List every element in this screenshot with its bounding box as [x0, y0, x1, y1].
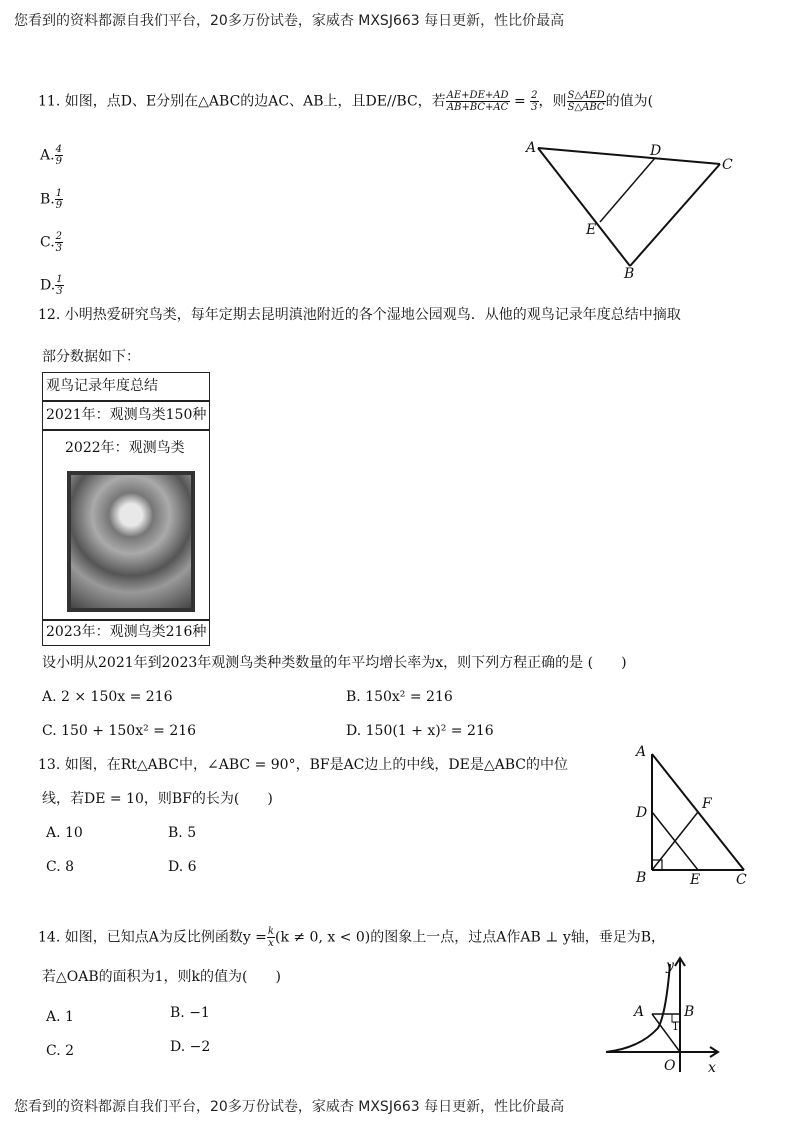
q14-label-area: 1 — [672, 1020, 679, 1033]
q11-triangle-figure — [520, 138, 740, 283]
q11-label-e: E — [586, 222, 597, 238]
q12-box-2021: 2021年：观测鸟类150种 — [42, 401, 210, 430]
q11-option-b-den: 9 — [55, 200, 63, 211]
q13-option-c[interactable]: C. 8 — [46, 859, 75, 875]
q14-stem-line1 — [38, 926, 665, 949]
q13-label-a: A — [636, 744, 647, 760]
q12-option-d[interactable]: D. 150(1 + x)² = 216 — [346, 723, 494, 739]
q11-option-c-label: C. — [40, 234, 55, 251]
q12-stem-line2: 部分数据如下： — [42, 349, 140, 365]
q11-frac2-den: 3 — [531, 102, 538, 113]
q12-option-b[interactable]: B. 150x² = 216 — [346, 689, 453, 705]
q11-segment-de — [600, 158, 655, 222]
q12-box-2022-caption: 2022年：观测鸟类 — [65, 440, 185, 456]
q12-box-2022 — [42, 430, 210, 620]
q11-option-d-frac — [55, 274, 63, 297]
q14-label-y: y — [666, 958, 674, 974]
q14-frac-den: x — [268, 938, 274, 949]
q11-frac1-den: AB+BC+AC — [446, 102, 509, 113]
q11-stem-b: = — [513, 93, 526, 110]
q11-label-d: D — [650, 143, 662, 159]
q11-option-b-num: 1 — [55, 188, 63, 199]
q14-label-x: x — [708, 1060, 716, 1076]
q14-option-a[interactable]: A. 1 — [46, 1009, 74, 1025]
q14-label-o: O — [664, 1058, 676, 1074]
q11-option-c[interactable] — [40, 231, 63, 254]
q13-label-b: B — [636, 870, 647, 886]
q11-frac3-num: S△AED — [567, 90, 605, 101]
q11-frac3 — [567, 90, 606, 113]
q11-option-d[interactable] — [40, 274, 64, 297]
q11-stem — [38, 90, 653, 113]
bottom-banner: 您看到的资料都源自我们平台，20多万份试卷，家威杏 MXSJ663 每日更新，性比价最高 — [14, 1099, 565, 1115]
q13-option-b[interactable]: B. 5 — [168, 825, 197, 841]
q11-side-bc — [630, 164, 720, 266]
q12-box-2023: 2023年：观测鸟类216种 — [42, 620, 210, 646]
q13-label-f: F — [702, 796, 712, 812]
q11-frac2 — [530, 90, 538, 113]
q14-frac-num: k — [267, 926, 274, 937]
q13-stem-line2: 线，若DE = 10，则BF的长为( ) — [42, 791, 273, 807]
q14-label-a: A — [634, 1004, 645, 1020]
q11-option-b-label: B. — [40, 191, 55, 208]
q11-option-b[interactable] — [40, 188, 63, 211]
q14-hyperbola-figure — [600, 954, 730, 1080]
q11-frac3-den: S△ABC — [567, 102, 605, 113]
q13-option-a[interactable]: A. 10 — [46, 825, 83, 841]
q14-frac — [267, 926, 275, 949]
q13-option-d[interactable]: D. 6 — [168, 859, 197, 875]
q12-box-title: 观鸟记录年度总结 — [42, 372, 210, 401]
q11-option-c-frac — [55, 231, 63, 254]
q11-option-a-num: 4 — [55, 144, 62, 155]
q11-option-c-den: 3 — [55, 243, 63, 254]
q11-option-c-num: 2 — [55, 231, 63, 242]
q11-option-d-num: 1 — [56, 274, 63, 285]
q11-stem-c: ，则 — [538, 93, 567, 110]
q11-option-a-frac — [55, 144, 63, 167]
q11-side-ac — [538, 148, 720, 164]
q11-stem-d: 的值为( — [605, 93, 654, 110]
q14-option-b[interactable]: B. −1 — [170, 1005, 210, 1021]
q11-option-a-label: A. — [40, 147, 55, 164]
q14-stem-b: (k ≠ 0, x < 0)的图象上一点，过点A作AB ⊥ y轴，垂足为B， — [274, 929, 666, 946]
q11-frac1-num: AE+DE+AD — [446, 90, 509, 101]
q13-stem-line1: 13. 如图，在Rt△ABC中，∠ABC = 90°，BF是AC边上的中线，DE是△ABC的中位 — [38, 757, 568, 773]
q11-option-a-den: 9 — [55, 156, 62, 167]
q11-side-ab — [538, 148, 630, 266]
q11-label-c: C — [722, 157, 733, 173]
q13-label-e: E — [690, 872, 701, 888]
q12-question: 设小明从2021年到2023年观测鸟类种类数量的年平均增长率为x，则下列方程正确的是 ( ) — [42, 655, 627, 671]
q14-stem-line2: 若△OAB的面积为1，则k的值为( ) — [42, 969, 281, 985]
q12-stem-line1: 12. 小明热爱研究鸟类，每年定期去昆明滇池附近的各个湿地公园观鸟．从他的观鸟记录年度总结中摘取 — [38, 307, 681, 323]
q13-right-triangle-figure — [628, 740, 758, 888]
q11-option-d-den: 3 — [56, 286, 63, 297]
q11-label-a: A — [526, 140, 537, 156]
q11-option-a[interactable] — [40, 144, 63, 167]
q14-label-b: B — [684, 1004, 695, 1020]
q13-label-d: D — [636, 805, 648, 821]
q11-option-b-frac — [55, 188, 63, 211]
q14-option-c[interactable]: C. 2 — [46, 1043, 75, 1059]
q11-stem-a: 11. 如图，点D、E分别在△ABC的边AC、AB上，且DE//BC，若 — [38, 93, 446, 110]
q12-bird-photo — [67, 471, 195, 612]
q12-option-c[interactable]: C. 150 + 150x² = 216 — [42, 723, 197, 739]
q11-label-b: B — [624, 266, 635, 282]
q14-option-d[interactable]: D. −2 — [170, 1039, 211, 1055]
q14-stem-a: 14. 如图，已知点A为反比例函数y = — [38, 929, 267, 946]
q13-label-c: C — [736, 872, 747, 888]
q11-option-d-label: D. — [40, 277, 56, 294]
q12-option-a[interactable]: A. 2 × 150x = 216 — [42, 689, 173, 705]
top-banner: 您看到的资料都源自我们平台，20多万份试卷，家威杏 MXSJ663 每日更新，性比价最高 — [14, 13, 565, 29]
q11-frac1 — [446, 90, 510, 113]
q11-frac2-num: 2 — [531, 90, 538, 101]
